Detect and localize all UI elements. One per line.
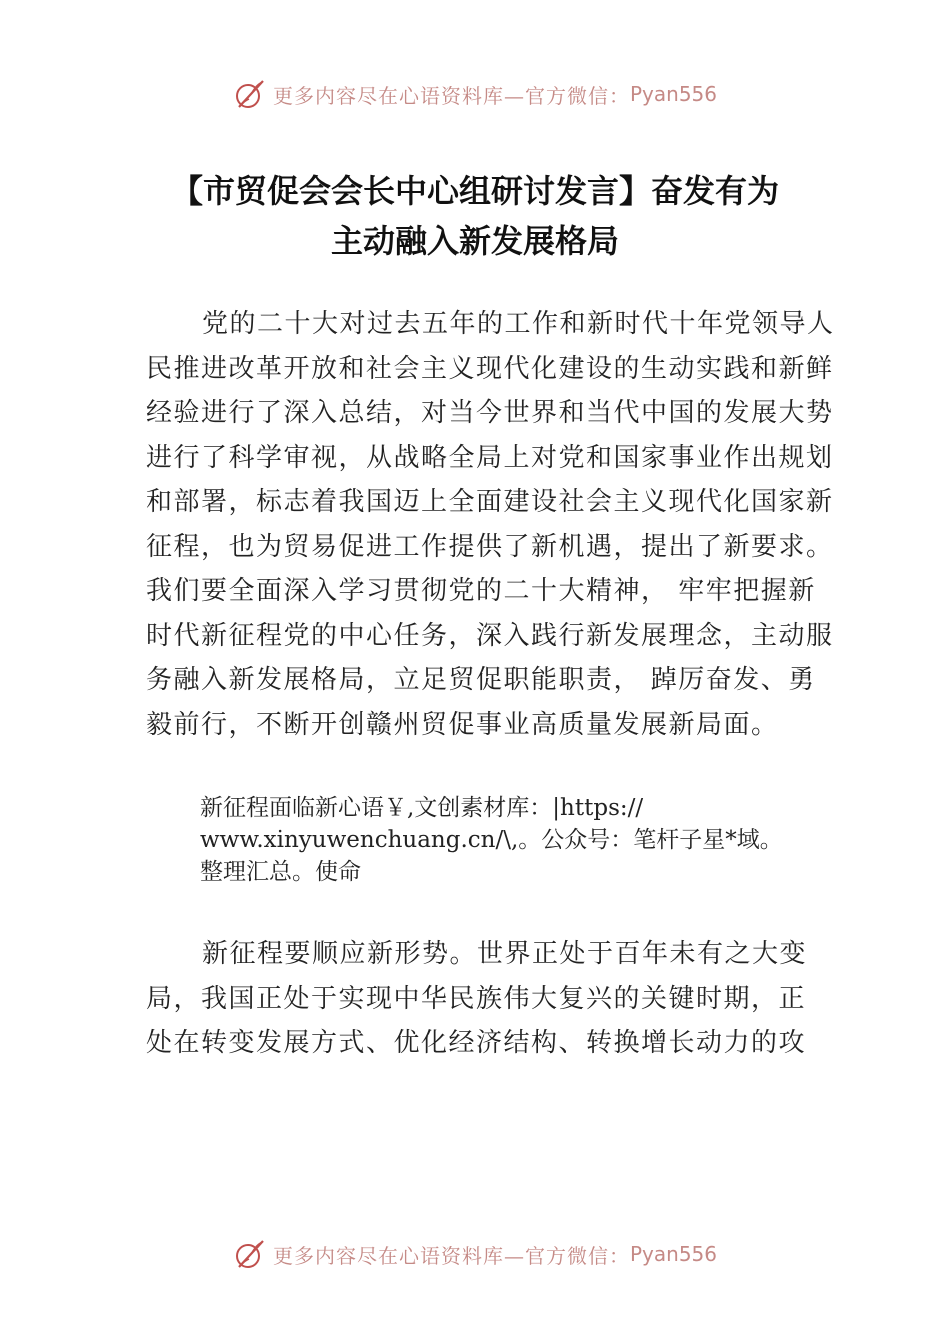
watermark-text: 更多内容尽在心语资料库—官方微信：	[272, 83, 630, 108]
paragraph-line: 处在转变发展方式、优化经济结构、转换增长动力的攻	[146, 1028, 807, 1058]
paragraph-line: 局，我国正处于实现中华民族伟大复兴的关键时期，正	[146, 983, 807, 1014]
paragraph-line: 和部署，标志着我国迈上全面建设社会主义现代化国家新	[146, 487, 834, 517]
paragraph-line: 征程，也为贸易促进工作提供了新机遇，提出了新要求。	[146, 531, 834, 562]
body-paragraph-2	[146, 932, 836, 1066]
quill-logo-icon	[233, 1237, 267, 1271]
paragraph-line: 时代新征程党的中心任务，深入践行新发展理念，主动服	[146, 620, 834, 651]
paragraph-line: 党的二十大对过去五年的工作和新时代十年党领导人	[202, 309, 835, 339]
watermark-text: 更多内容尽在心语资料库—官方微信：	[272, 1243, 630, 1268]
header-watermark	[0, 74, 950, 114]
paragraph-line: 我们要全面深入学习贯彻党的二十大精神， 牢牢把握新	[146, 576, 816, 606]
paragraph-line: 毅前行，不断开创赣州贸促事业高质量发展新局面。	[146, 709, 779, 740]
paragraph-line: 经验进行了深入总结，对当今世界和当代中国的发展大势	[146, 398, 834, 428]
ad-line: www.xinyuwenchuang.cn/\,。公众号：笔杆子星*域。	[200, 827, 783, 853]
quill-logo-icon	[233, 77, 267, 111]
paragraph-line: 进行了科学审视，从战略全局上对党和国家事业作出规划	[146, 442, 834, 473]
ad-line: 整理汇总。使命	[200, 859, 361, 885]
title-line-2: 主动融入新发展格局	[330, 222, 619, 260]
paragraph-line: 新征程要顺应新形势。世界正处于百年未有之大变	[202, 939, 808, 969]
ad-line: 新征程面临新心语￥,文创素材库：|https://	[200, 795, 644, 821]
inserted-ad-text	[200, 792, 840, 888]
document-title	[0, 166, 950, 266]
body-paragraph-1	[146, 302, 836, 747]
watermark-wechat-id: Pyan556	[629, 82, 717, 106]
watermark-wechat-id: Pyan556	[629, 1242, 717, 1266]
paragraph-line: 民推进改革开放和社会主义现代化建设的生动实践和新鲜	[146, 353, 834, 384]
footer-watermark	[0, 1234, 950, 1274]
paragraph-line: 务融入新发展格局，立足贸促职能职责， 踔厉奋发、勇	[146, 665, 816, 695]
title-line-1: 【市贸促会会长中心组研讨发言】奋发有为	[170, 172, 779, 210]
